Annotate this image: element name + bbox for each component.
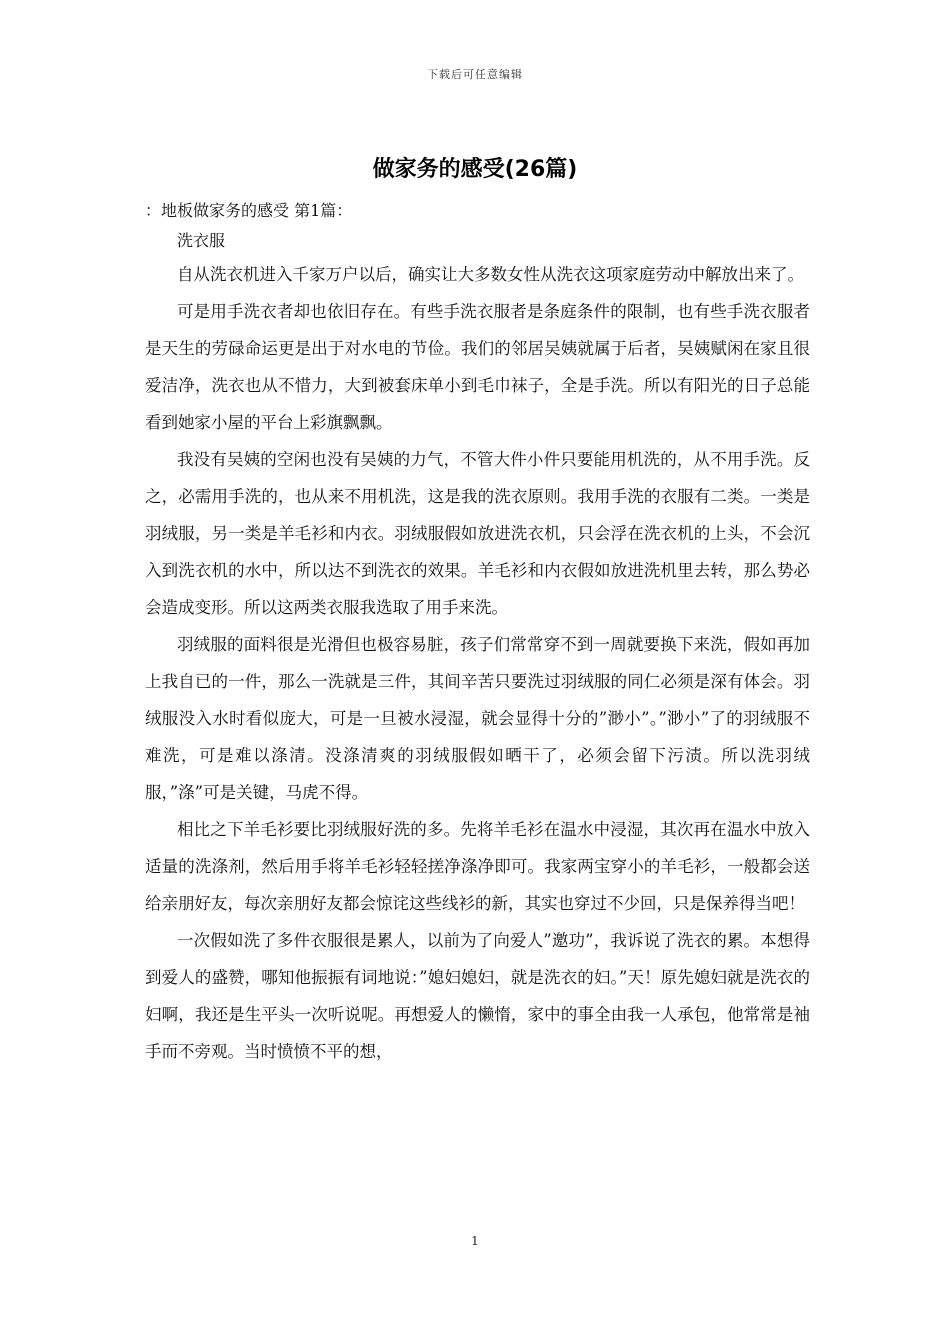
page-number: 1 [471, 1234, 479, 1248]
document-body [145, 196, 810, 1070]
paragraph: 可是用手洗衣者却也依旧存在。有些手洗衣服者是条庭条件的限制，也有些手洗衣服者是天生的劳碌命运更是出于对水电的节俭。我们的邻居吴姨就属于后者，吴姨赋闲在家且很爱洁净，洗衣也从不惜力，大到被套床单小到毛巾袜子，全是手洗。所以有阳光的日子总能看到她家小屋的平台上彩旗飘飘。 [145, 302, 810, 432]
page-header: 下载后可任意编辑 [427, 68, 523, 81]
paragraph: 我没有吴姨的空闲也没有吴姨的力气，不管大件小件只要能用机洗的，从不用手洗。反之，必需用手洗的，也从来不用机洗，这是我的洗衣原则。我用手洗的衣服有二类。一类是羽绒服，另一类是羊毛衫和内衣。羽绒服假如放进洗衣机，只会浮在洗衣机的上头，不会沉入到洗衣机的水中，所以达不到洗衣的效果。羊毛衫和内衣假如放进洗机里去转，那么势必会造成变形。所以这两类衣服我选取了用手来洗。 [145, 450, 810, 617]
paragraph: 羽绒服的面料很是光滑但也极容易脏，孩子们常常穿不到一周就要换下来洗，假如再加上我自已的一件，那么一洗就是三件，其间辛苦只要洗过羽绒服的同仁必须是深有体会。羽绒服没入水时看似庞大，可是一旦被水浸湿，就会显得十分的”渺小”。”渺小”了的羽绒服不难洗，可是难以涤清。没涤清爽的羽绒服假如晒干了，必须会留下污渍。所以洗羽绒服，”涤”可是关键，马虎不得。 [145, 635, 810, 802]
document-subtitle: ：地板做家务的感受 第1篇： [145, 201, 353, 220]
section-heading: 洗衣服 [177, 231, 226, 250]
paragraph: 自从洗衣机进入千家万户以后，确实让大多数女性从洗衣这项家庭劳动中解放出来了。 [177, 265, 804, 284]
document-title: 做家务的感受(26篇) [372, 157, 578, 182]
paragraph: 一次假如洗了多件衣服很是累人，以前为了向爱人”邀功”，我诉说了洗衣的累。本想得到爱人的盛赞，哪知他振振有词地说：”媳妇媳妇，就是洗衣的妇。”天！原先媳妇就是洗衣的妇啊，我还是生平头一次听说呢。再想爱人的懒惰，家中的事全由我一人承包，他常常是袖手而不旁观。当时愤愤不平的想， [145, 931, 810, 1061]
paragraph: 相比之下羊毛衫要比羽绒服好洗的多。先将羊毛衫在温水中浸湿，其次再在温水中放入适量的洗涤剂，然后用手将羊毛衫轻轻搓净涤净即可。我家两宝穿小的羊毛衫，一般都会送给亲朋好友，每次亲朋好友都会惊诧这些线衫的新，其实也穿过不少回，只是保养得当吧！ [145, 820, 810, 913]
